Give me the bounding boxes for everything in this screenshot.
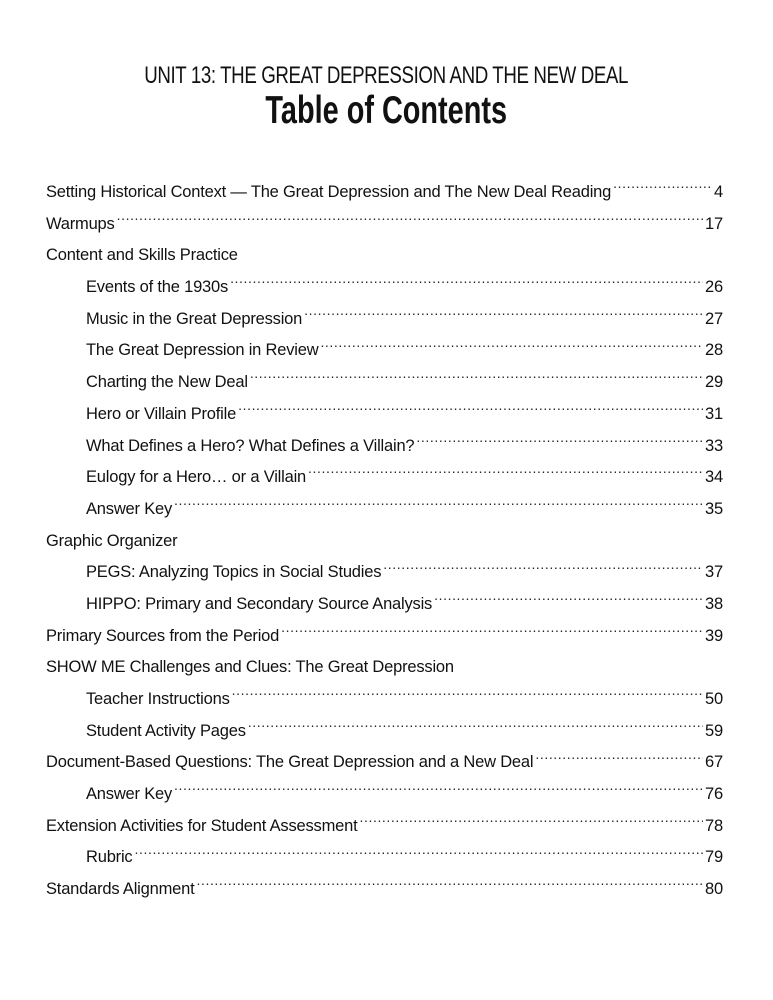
toc-entry-label: Warmups	[46, 214, 115, 233]
toc-entry-label: Events of the 1930s	[86, 278, 229, 297]
dot-leader	[613, 181, 712, 198]
dot-leader	[434, 592, 703, 609]
dot-leader	[232, 688, 703, 705]
toc-entry-label: PEGS: Analyzing Topics in Social Studies	[86, 563, 382, 582]
dot-leader	[250, 371, 703, 388]
toc-entry-label: Content and Skills Practice	[46, 246, 238, 265]
toc-entry-label: Extension Activities for Student Assessment	[46, 816, 358, 835]
toc-entry	[46, 557, 723, 589]
toc-entry-label: What Defines a Hero? What Defines a Villain?	[86, 436, 415, 455]
toc-entry	[46, 367, 723, 399]
toc-entry	[46, 589, 723, 621]
toc-section-heading	[46, 526, 723, 558]
dot-leader	[383, 561, 703, 578]
dot-leader	[320, 339, 703, 356]
toc-entry-label: Eulogy for a Hero… or a Villain	[86, 468, 307, 487]
toc-entry	[46, 272, 723, 304]
dot-leader	[134, 846, 703, 863]
toc-entry-page-number: 31	[705, 404, 723, 423]
toc-entry	[46, 304, 723, 336]
toc-entry-label: Teacher Instructions	[86, 690, 230, 708]
toc-entry-page-number: 27	[705, 309, 723, 328]
dot-leader	[359, 814, 703, 831]
dot-leader	[308, 466, 703, 483]
dot-leader	[248, 719, 703, 736]
toc-entry	[46, 842, 723, 874]
toc-entry-page-number: 35	[705, 499, 723, 518]
toc-entry-page-number: 4	[714, 183, 723, 201]
toc-entry	[46, 462, 723, 494]
toc-entry	[46, 779, 723, 811]
toc-entry-page-number: 29	[705, 373, 723, 392]
toc-entry-label: Music in the Great Depression	[86, 309, 303, 328]
unit-title: UNIT 13: THE GREAT DEPRESSION AND THE NEW DEAL	[144, 62, 629, 89]
toc-entry-page-number: 59	[705, 721, 723, 740]
toc-entry-page-number: 38	[705, 594, 723, 613]
dot-leader	[117, 212, 703, 229]
toc-entry-label: Standards Alignment	[46, 880, 195, 899]
dot-leader	[174, 783, 703, 800]
toc-entry	[46, 811, 723, 843]
toc-entry-label: Hero or Villain Profile	[86, 404, 237, 423]
toc-entry	[46, 716, 723, 748]
toc-entry-page-number: 39	[705, 626, 723, 645]
toc-entry-label: Rubric	[86, 848, 133, 867]
toc-entry-label: Graphic Organizer	[46, 531, 178, 550]
table-of-contents	[46, 177, 723, 906]
toc-entry-label: Primary Sources from the Period	[46, 626, 280, 645]
toc-entry	[46, 621, 723, 653]
toc-entry-page-number: 78	[705, 816, 723, 835]
toc-entry-page-number: 50	[705, 690, 723, 708]
toc-entry-page-number: 34	[705, 468, 723, 487]
toc-entry	[46, 747, 723, 779]
dot-leader	[416, 434, 703, 451]
toc-entry-label: HIPPO: Primary and Secondary Source Analysis	[86, 594, 433, 613]
toc-entry	[46, 177, 723, 209]
dot-leader	[238, 402, 703, 419]
toc-entry-label: Answer Key	[86, 499, 173, 518]
toc-entry-label: Setting Historical Context — The Great Depression and The New Deal Reading	[46, 183, 612, 201]
dot-leader	[281, 624, 703, 641]
toc-entry-page-number: 28	[705, 341, 723, 360]
toc-entry-page-number: 80	[705, 880, 723, 899]
toc-entry-page-number: 17	[705, 214, 723, 233]
dot-leader	[196, 878, 703, 895]
toc-entry-label: The Great Depression in Review	[86, 341, 319, 360]
toc-section-heading	[46, 652, 723, 684]
page-header	[0, 62, 773, 132]
toc-entry-page-number: 33	[705, 436, 723, 455]
toc-entry-page-number: 67	[705, 753, 723, 772]
dot-leader	[304, 307, 703, 324]
toc-entry	[46, 874, 723, 906]
toc-entry	[46, 431, 723, 463]
toc-entry	[46, 684, 723, 716]
toc-entry	[46, 209, 723, 241]
dot-leader	[174, 497, 703, 514]
toc-entry-page-number: 79	[705, 848, 723, 867]
toc-entry-label: Student Activity Pages	[86, 721, 246, 740]
toc-entry-label: SHOW ME Challenges and Clues: The Great Depression	[46, 658, 454, 677]
toc-entry	[46, 399, 723, 431]
dot-leader	[535, 751, 703, 768]
toc-entry-page-number: 76	[705, 785, 723, 804]
toc-section-heading	[46, 240, 723, 272]
toc-entry-label: Charting the New Deal	[86, 373, 248, 392]
toc-entry-page-number: 26	[705, 278, 723, 297]
toc-entry	[46, 494, 723, 526]
toc-entry	[46, 335, 723, 367]
toc-entry-page-number: 37	[705, 563, 723, 582]
dot-leader	[230, 276, 703, 293]
toc-entry-label: Answer Key	[86, 785, 173, 804]
page-title: Table of Contents	[265, 89, 508, 132]
toc-entry-label: Document-Based Questions: The Great Depression and a New Deal	[46, 753, 534, 772]
